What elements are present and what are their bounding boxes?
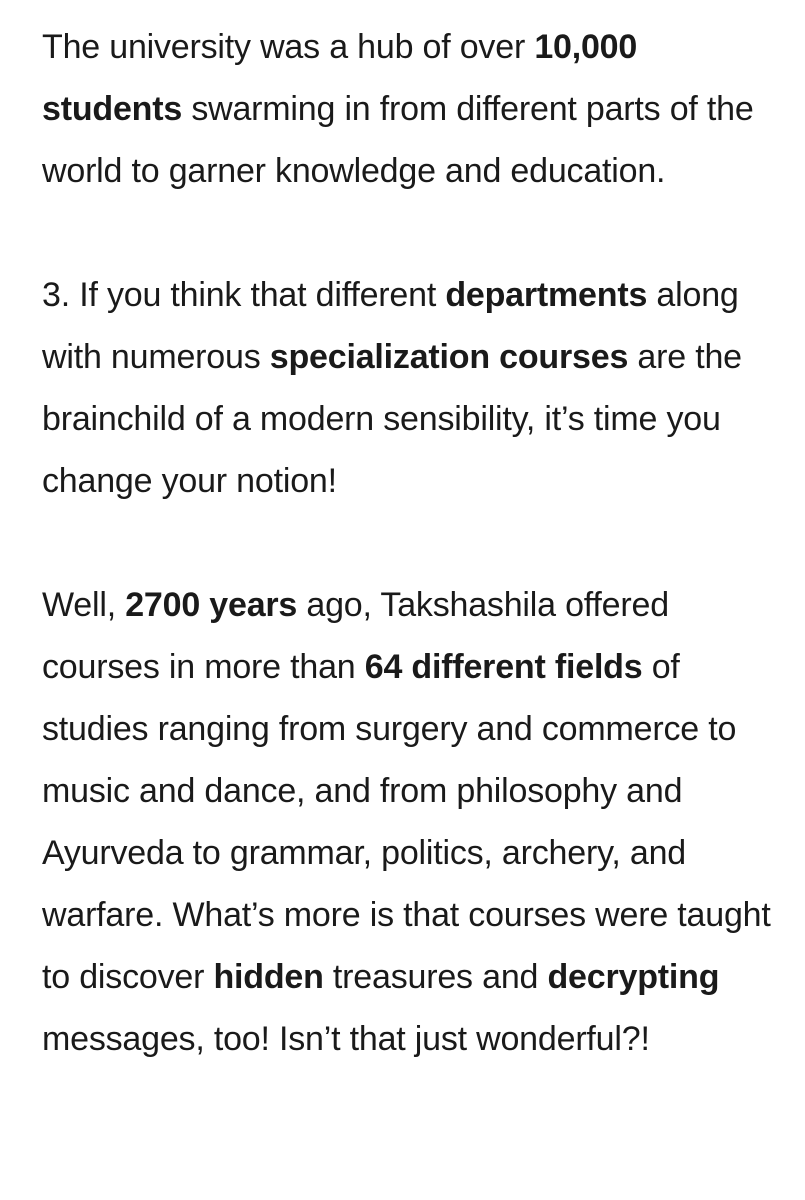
text-run: are the brainchild of a modern sensibility, it’s time you change your notion! [42, 338, 742, 500]
paragraph-courses [42, 574, 775, 1070]
text-run: swarming in from different parts of the world to garner knowledge and education. [42, 90, 754, 190]
paragraph-departments [42, 264, 775, 512]
bold-text: 64 different fields [364, 648, 643, 686]
text-run: treasures and [323, 958, 548, 996]
bold-text: 2700 years [125, 586, 298, 624]
bold-text: departments [445, 276, 648, 314]
paragraph-student-count [42, 16, 775, 202]
text-run: of studies ranging from surgery and commerce to music and dance, and from philosophy and Ayurveda to grammar, politics, archery, and warfare. What’s more is that courses were taught to discover [42, 648, 771, 996]
bold-text: hidden [213, 958, 324, 996]
text-run: Well, [42, 586, 126, 624]
text-run: 3. If you think that different [42, 276, 446, 314]
bold-text: 10,000 students [42, 28, 638, 128]
bold-text: decrypting [547, 958, 720, 996]
text-run: ago, Takshashila offered courses in more than [42, 586, 669, 686]
text-run: along with numerous [42, 276, 739, 376]
text-run: messages, too! Isn’t that just wonderful?! [42, 1020, 650, 1058]
bold-text: specialization courses [269, 338, 629, 376]
text-run: The university was a hub of over [42, 28, 535, 66]
